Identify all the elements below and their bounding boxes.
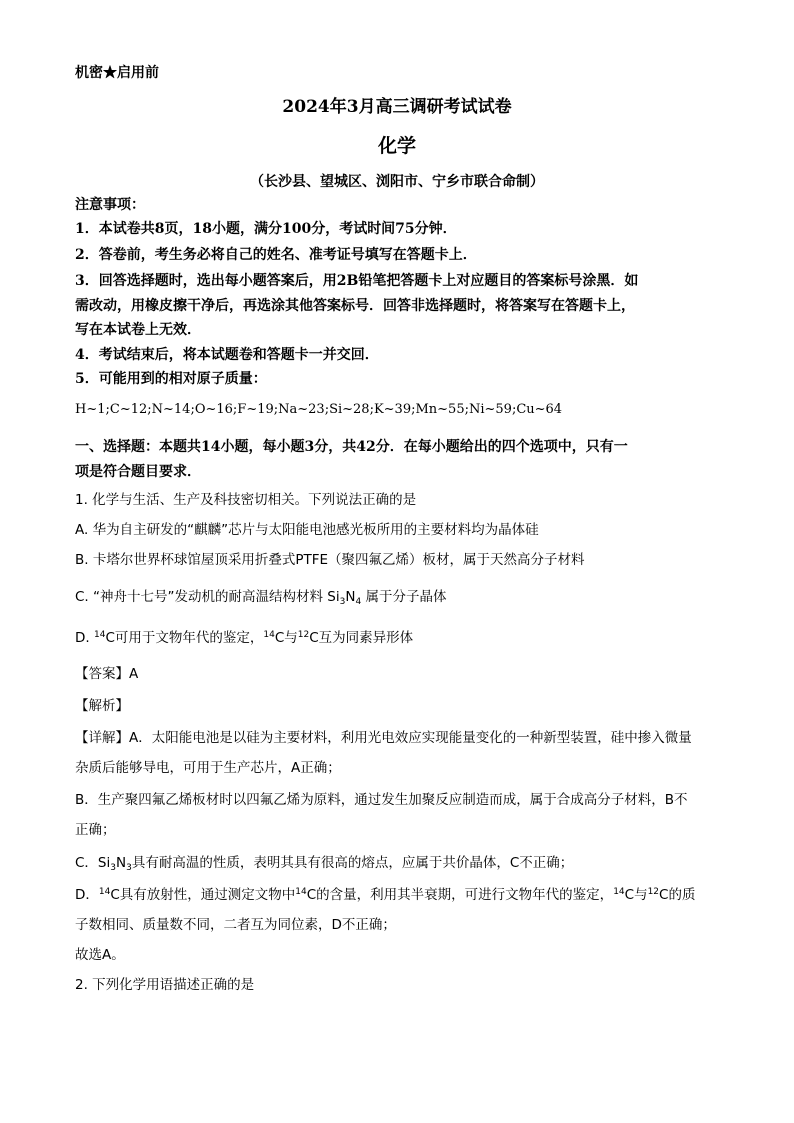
- notice-item: 1．本试卷共8页，18小题，满分100分，考试时间75分钟．: [75, 221, 457, 237]
- notice-item: 3．回答选择题时，选出每小题答案后，用2B铅笔把答题卡上对应题目的答案标号涂黑．如: [75, 273, 639, 289]
- notice-item: 5．可能用到的相对原子质量：: [75, 371, 267, 387]
- notice-item: 2．答卷前，考生务必将自己的姓名、准考证号填写在答题卡上．: [75, 247, 477, 263]
- detail-text: 正确；: [75, 822, 116, 838]
- detail-text: 杂质后能够导电，可用于生产芯片，A正确；: [75, 760, 341, 776]
- detail-text: B．生产聚四氟乙烯板材时以四氟乙烯为原料，通过发生加聚反应制造而成，属于合成高分子材料，B不: [75, 792, 688, 808]
- atomic-masses: H~1;C~12;N~14;O~16;F~19;Na~23;Si~28;K~39;Mn~55;Ni~59;Cu~64: [75, 402, 563, 417]
- detail-text: D．$^{14}$C具有放射性，通过测定文物中$^{14}$C的含量，利用其半衰期，可进行文物年代的鉴定，$^{14}$C与$^{12}$C的质: [75, 887, 696, 903]
- notice-item: 需改动，用橡皮擦干净后，再选涂其他答案标号．回答非选择题时，将答案写在答题卡上，: [75, 298, 635, 314]
- section-heading-cont: 项是符合题目要求．: [75, 464, 201, 480]
- question-1-option-d: D. $^{14}$C可用于文物年代的鉴定，$^{14}$C与$^{12}$C互为同素异形体: [75, 630, 414, 646]
- question-1-option-c: C. “神舟十七号”发动机的耐高温结构材料 $Si_3N_4$ 属于分子晶体: [75, 589, 447, 607]
- notice-item: 写在本试卷上无效．: [75, 322, 201, 338]
- answer-label: 【答案】A: [75, 666, 139, 682]
- analysis-label: 【解析】: [75, 698, 129, 714]
- question-2-stem: 2. 下列化学用语描述正确的是: [75, 977, 255, 993]
- detail-text: 【详解】A．太阳能电池是以硅为主要材料，利用光电效应实现能量变化的一种新型装置，硅中掺入微量: [75, 730, 692, 746]
- detail-text: C．$Si_3N_3$具有耐高温的性质，表明其具有很高的熔点，应属于共价晶体，C不正确；: [75, 855, 574, 873]
- conclusion-text: 故选A。: [75, 947, 125, 963]
- organizers: （长沙县、望城区、浏阳市、宁乡市联合命制）: [250, 174, 544, 190]
- notice-item: 4．考试结束后，将本试题卷和答题卡一并交回．: [75, 347, 379, 363]
- secrecy-label: 机密★启用前: [75, 65, 159, 81]
- section-heading: 一、选择题：本题共14小题，每小题3分，共42分．在每小题给出的四个选项中，只有一: [75, 439, 628, 455]
- question-1-option-a: A. 华为自主研发的“麒麟”芯片与太阳能电池感光板所用的主要材料均为晶体硅: [75, 522, 539, 538]
- detail-text: 子数相同、质量数不同，二者互为同位素，D不正确；: [75, 917, 396, 933]
- subject-title: 化学: [377, 135, 416, 157]
- exam-title: 2024年3月高三调研考试试卷: [282, 97, 512, 117]
- question-1-option-b: B. 卡塔尔世界杯球馆屋顶采用折叠式PTFE（聚四氟乙烯）板材，属于天然高分子材料: [75, 552, 585, 568]
- notice-heading: 注意事项：: [75, 197, 145, 213]
- question-1-stem: 1. 化学与生活、生产及科技密切相关。下列说法正确的是: [75, 492, 417, 508]
